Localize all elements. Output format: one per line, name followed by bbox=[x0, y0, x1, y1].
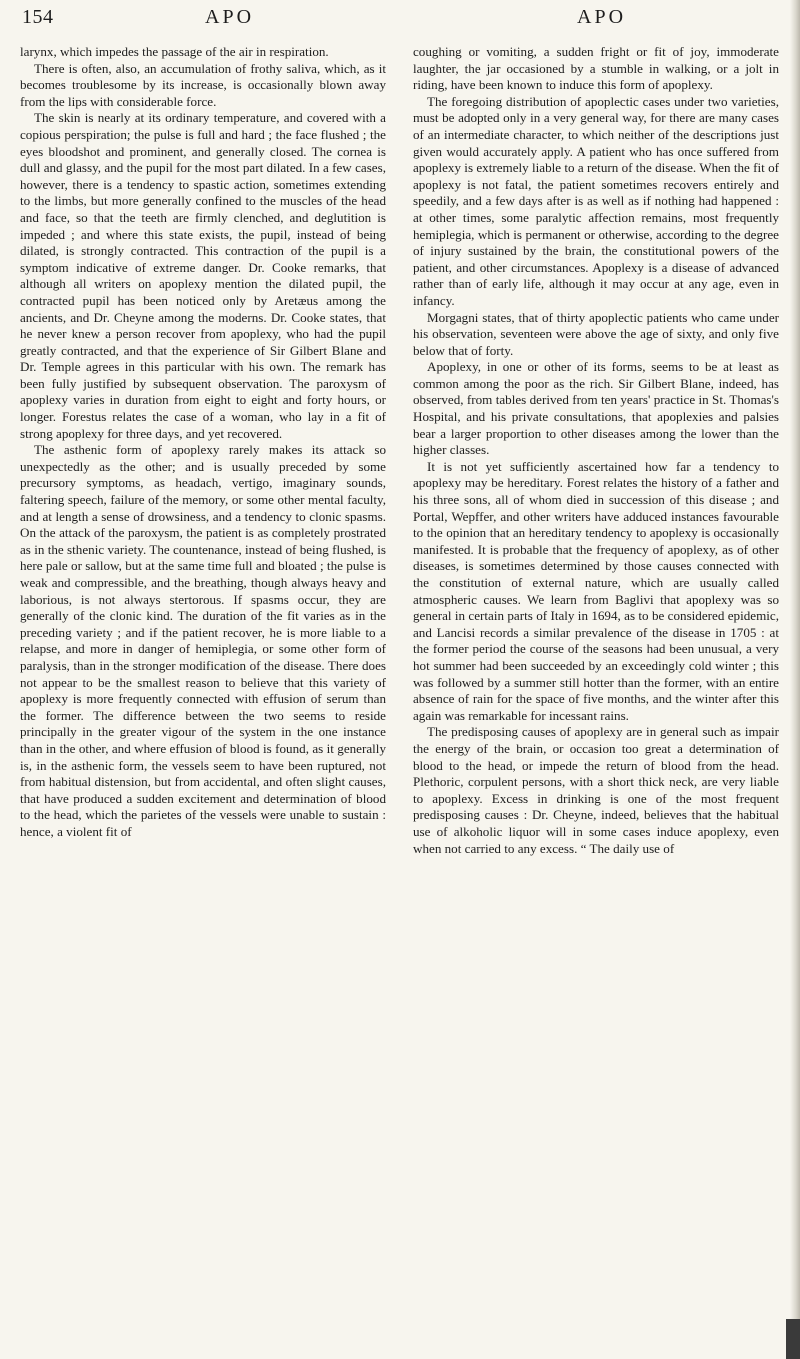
left-column bbox=[20, 44, 386, 1344]
scan-dark-corner bbox=[786, 1319, 800, 1359]
paragraph: The predisposing causes of apoplexy are in general such as impair the energy of the brain, or occasion too great a determination of blood to the head, or impede the return of blood from the head. Plethoric, corpulent persons, with a short thick neck, are very liable to apoplexy. Excess in drinking is one of the most frequent predisposing causes : Dr. Cheyne, indeed, believes that the habitual use of alkoholic liquor will in some cases induce apoplexy, even when not carried to any excess. “ The daily use of bbox=[413, 724, 779, 856]
paragraph: Apoplexy, in one or other of its forms, seems to be at least as common among the poor as the rich. Sir Gilbert Blane, indeed, has observed, from tables derived from ten years' practice in St. Thomas's Hospital, and his private consultations, that apoplexies and palsies bear a larger proportion to other diseases among the lower than the higher classes. bbox=[413, 359, 779, 458]
paragraph: It is not yet sufficiently ascertained how far a tendency to apoplexy may be hereditary. Forest relates the history of a father and his three sons, all of whom died in succession of this disease ; and Portal, Wepffer, and other writers have adduced instances favourable to the opinion that an hereditary tendency to apoplexy is occasionally manifested. It is probable that the frequency of apoplexy, as of other diseases, is sometimes determined by those causes connected with the constitution of external nature, which are usually called atmospheric causes. We learn from Baglivi that apoplexy was so general in certain parts of Italy in 1694, as to be considered epidemic, and Lancisi records a similar prevalence of the disease in 1705 : at the former period the course of the seasons had been unusual, a very hot summer had been succeeded by an exceedingly cold winter ; this was followed by a summer still hotter than the former, with an entire absence of rain for the space of five months, and the winter after this again was remarkable for incessant rains. bbox=[413, 458, 779, 723]
paragraph: The asthenic form of apoplexy rarely makes its attack so unexpectedly as the other; and is usually preceded by some precursory symptoms, as headach, vertigo, imaginary sounds, faltering speech, failure of the memory, or some other mental faculty, and at length a sense of drowsiness, and a tendency to clonic spasms. On the attack of the paroxysm, the patient is as completely prostrated as in the sthenic variety. The countenance, instead of being flushed, is here pale or sallow, but at the same time full and bloated ; the pulse is weak and compressible, and the breathing, though always heavy and laborious, is not always stertorous. If spasms occur, they are generally of the clonic kind. The duration of the fit varies as in the preceding variety ; and if the patient recover, he is more liable to a relapse, and more in danger of hemiplegia, or some other form of paralysis, than in the stronger modification of the disease. There does not appear to be the smallest reason to believe that this variety of apoplexy is more frequently connected with effusion of serum than the former. The difference between the two seems to reside principally in the greater vigour of the system in the one instance than in the other, and where effusion of blood is found, as it generally is, in the asthenic form, the vessels seem to have been ruptured, not from habitual distension, but from accidental, and often slight causes, that have produced a sudden excitement and determination of blood to the head, which the parietes of the vessels were unable to sustain : hence, a violent fit of bbox=[20, 442, 386, 839]
running-head-left-word: APO bbox=[205, 6, 255, 28]
page-number: 154 bbox=[22, 6, 54, 28]
paragraph: coughing or vomiting, a sudden fright or fit of joy, immoderate laughter, the jar occasioned by a stumble in walking, or a jolt in riding, have been known to induce this form of apoplexy. bbox=[413, 44, 779, 93]
scan-shadow-edge bbox=[790, 0, 800, 1359]
running-head-right-word: APO bbox=[577, 6, 627, 28]
paragraph: There is often, also, an accumulation of frothy saliva, which, as it becomes troublesome by its increase, is occasionally blown away from the lips with considerable force. bbox=[20, 60, 386, 109]
paragraph: larynx, which impedes the passage of the air in respiration. bbox=[20, 44, 329, 59]
paragraph: Morgagni states, that of thirty apoplectic patients who came under his observation, seventeen were above the age of sixty, and only five below that of forty. bbox=[413, 309, 779, 358]
right-column bbox=[413, 44, 779, 1344]
paragraph: The skin is nearly at its ordinary temperature, and covered with a copious perspiration; the pulse is full and hard ; the face flushed ; the eyes bloodshot and prominent, and generally closed. The cornea is dull and glassy, and the pupil for the most part dilated. In a few cases, however, there is a tendency to spastic action, sometimes extending to the limbs, but more generally confined to the muscles of the head and face, so that the teeth are firmly clenched, and deglutition is impeded ; and where this state exists, the pupil, instead of being dilated, is strongly contracted. This contraction of the pupil is a symptom indicative of extreme danger. Dr. Cooke remarks, that although all writers on apoplexy mention the dilated pupil, the contracted pupil has been noticed only by Aretæus among the ancients, and Dr. Cheyne among the moderns. Dr. Cooke states, that he never knew a person recover from apoplexy, who had the pupil greatly contracted, and that the experience of Sir Gilbert Blane and Dr. Temple agrees in this particular with his own. The remark has been fully justified by subsequent observation. The paroxysm of apoplexy varies in duration from eight to eight and forty hours, or longer. Forestus relates the case of a woman, who lay in a fit of strong apoplexy for three days, and yet recovered. bbox=[20, 110, 386, 441]
paragraph: The foregoing distribution of apoplectic cases under two varieties, must be adopted only in a very general way, for there are many cases of an intermediate character, to which neither of the descriptions just given would accurately apply. A patient who has once suffered from apoplexy is extremely liable to a return of the disease. When the fit of apoplexy is not fatal, the patient sometimes recovers entirely and speedily, and a few days after is as well as if nothing had happened : at other times, some paralytic affection remains, most frequently hemiplegia, which is permanent or otherwise, according to the degree of injury sustained by the brain, the constitutional powers of the patient, and other circumstances. Apoplexy is a disease of advanced rather than of early life, although it may occur at any age, even in infancy. bbox=[413, 93, 779, 308]
running-head bbox=[22, 6, 778, 40]
